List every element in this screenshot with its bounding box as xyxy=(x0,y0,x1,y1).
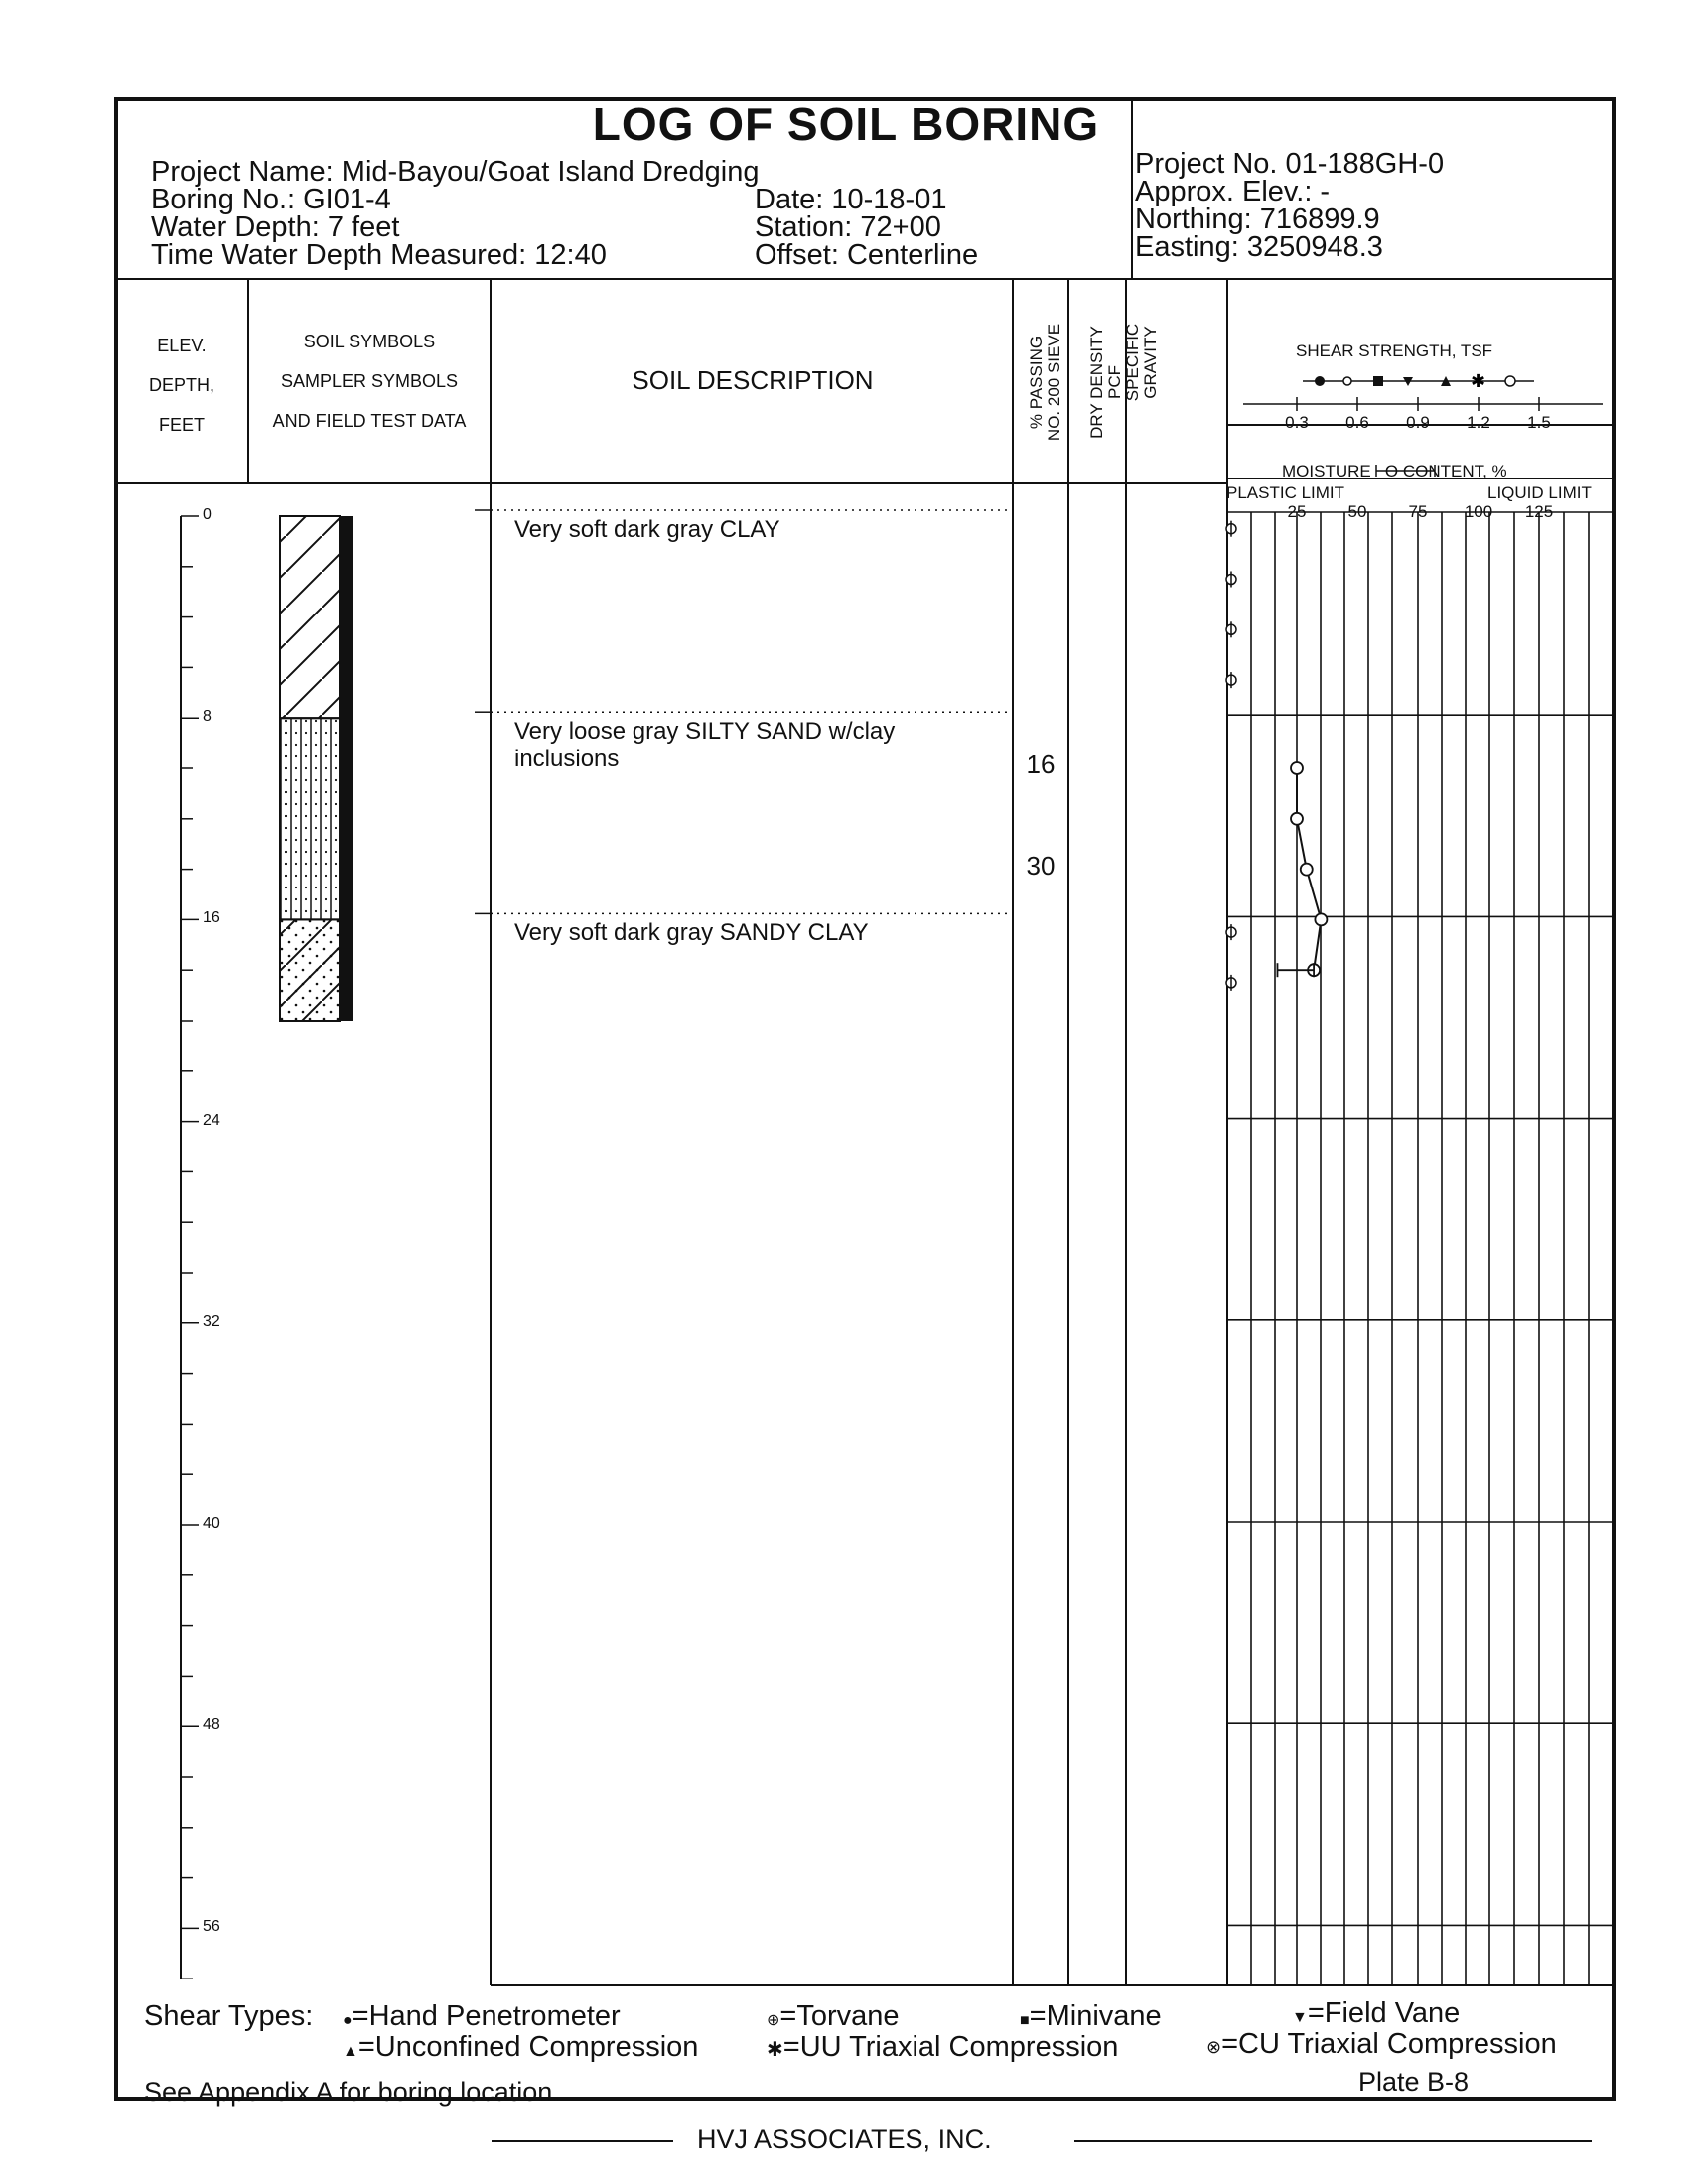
moisture-tick-label: 100 xyxy=(1464,502,1493,521)
moisture-tick-label: 125 xyxy=(1524,502,1554,521)
moisture-point xyxy=(1291,762,1303,774)
northing: Northing: 716899.9 xyxy=(1135,204,1380,235)
project-number: Project No. 01-188GH-0 xyxy=(1135,148,1445,180)
depth-label: 8 xyxy=(203,708,212,726)
legend-unconfined: ▲=Unconfined Compression xyxy=(343,2031,699,2063)
moisture-title: MOISTURE O CONTENT, % xyxy=(1282,462,1507,480)
sandy-clay-hatch-symbol xyxy=(280,919,340,1021)
depth-label: 48 xyxy=(203,1716,220,1734)
layer-description: Very soft dark gray CLAY xyxy=(514,516,780,543)
depth-label: 32 xyxy=(203,1312,220,1330)
down-triangle-icon: ▼ xyxy=(1292,2009,1308,2026)
page-title: LOG OF SOIL BORING xyxy=(592,98,1100,150)
shear-tick-label: 0.3 xyxy=(1285,413,1309,432)
filled-triangle-icon: ▲ xyxy=(343,2043,358,2060)
moisture-tick-label: 25 xyxy=(1287,502,1307,521)
depth-label: 56 xyxy=(203,1918,220,1936)
offset: Offset: Centerline xyxy=(755,239,979,271)
boring-number: Boring No.: GI01-4 xyxy=(151,184,391,215)
asterisk-icon: ✱ xyxy=(767,2039,783,2061)
depth-label: 0 xyxy=(203,506,212,523)
legend-uu-triaxial: ✱=UU Triaxial Compression xyxy=(767,2031,1119,2063)
soil-column xyxy=(280,516,353,1021)
elev-header: ELEV. DEPTH, FEET xyxy=(148,336,214,435)
approx-elevation: Approx. Elev.: - xyxy=(1135,176,1331,207)
minivane-symbol xyxy=(1373,376,1383,386)
circle-x-icon: ⊗ xyxy=(1206,2037,1222,2057)
layer-description: Very loose gray SILTY SAND w/clay inclusions xyxy=(514,718,896,773)
layer-dividers xyxy=(475,510,1013,913)
liquid-limit-label: LIQUID LIMIT xyxy=(1487,483,1592,502)
soil-description-header: SOIL DESCRIPTION xyxy=(632,365,874,395)
passing-value: 30 xyxy=(1026,850,1056,881)
moisture-point xyxy=(1291,813,1303,825)
project-name: Project Name: Mid-Bayou/Goat Island Dredging xyxy=(151,156,760,188)
shear-strength-title: SHEAR STRENGTH, TSF xyxy=(1296,341,1493,360)
legend-torvane: ⊕=Torvane xyxy=(767,2000,900,2032)
symbols-header: SOIL SYMBOLS SAMPLER SYMBOLS AND FIELD TEST DATA xyxy=(272,332,467,431)
legend-cu-triaxial: ⊗=CU Triaxial Compression xyxy=(1206,2028,1557,2060)
specific-gravity-header: SPECIFIC GRAVITY xyxy=(1123,323,1160,402)
plate-number: Plate B-8 xyxy=(1358,2067,1470,2097)
company-name: HVJ ASSOCIATES, INC. xyxy=(697,2124,992,2154)
layer-description: Very soft dark gray SANDY CLAY xyxy=(514,919,869,947)
moisture-profile xyxy=(1277,762,1327,977)
uu-triaxial-symbol: ✱ xyxy=(1471,371,1486,392)
plastic-limit-label: PLASTIC LIMIT xyxy=(1226,483,1345,502)
hand-penetrometer-symbol xyxy=(1315,376,1325,386)
legend-field-vane: ▼=Field Vane xyxy=(1292,1997,1461,2029)
dry-density-header: DRY DENSITY PCF xyxy=(1087,326,1124,439)
legend-prefix: Shear Types: xyxy=(144,2000,314,2032)
depth-scale xyxy=(181,516,199,1979)
clay-symbol xyxy=(280,516,340,718)
easting: Easting: 3250948.3 xyxy=(1135,231,1383,263)
moisture-axis xyxy=(1376,465,1435,477)
time-measured: Time Water Depth Measured: 12:40 xyxy=(151,239,607,271)
moisture-tick-label: 50 xyxy=(1347,502,1367,521)
silty-sand-symbol xyxy=(280,718,340,919)
legend-minivane: ■=Minivane xyxy=(1020,2000,1162,2032)
water-depth: Water Depth: 7 feet xyxy=(151,211,400,243)
chart-grid xyxy=(1227,512,1614,1985)
appendix-note: See Appendix A for boring location. xyxy=(144,2077,560,2107)
table-grid xyxy=(116,99,1614,1985)
boring-date: Date: 10-18-01 xyxy=(755,184,947,215)
sample-recovery-bar xyxy=(340,516,353,1021)
station: Station: 72+00 xyxy=(755,211,941,243)
passing-value: 16 xyxy=(1026,749,1056,779)
shear-tick-label: 0.9 xyxy=(1406,413,1430,432)
shear-tick-label: 1.2 xyxy=(1467,413,1490,432)
depth-label: 40 xyxy=(203,1515,220,1532)
torvane-icon: ⊕ xyxy=(767,2012,780,2029)
legend-hand-penetrometer: ●=Hand Penetrometer xyxy=(343,2000,621,2032)
shear-strength-axis xyxy=(1243,371,1603,411)
filled-square-icon: ■ xyxy=(1020,2012,1030,2029)
cu-triaxial-symbol xyxy=(1505,376,1515,386)
shear-tick-label: 0.6 xyxy=(1345,413,1369,432)
depth-label: 24 xyxy=(203,1111,220,1129)
shear-tick-label: 1.5 xyxy=(1527,413,1551,432)
filled-circle-icon: ● xyxy=(343,2012,352,2029)
moisture-point xyxy=(1315,913,1327,925)
torvane-symbol xyxy=(1343,377,1351,385)
moisture-tick-label: 75 xyxy=(1408,502,1428,521)
depth-label: 16 xyxy=(203,909,220,927)
moisture-point xyxy=(1301,864,1313,876)
passing-header: % PASSING NO. 200 SIEVE xyxy=(1027,323,1063,442)
